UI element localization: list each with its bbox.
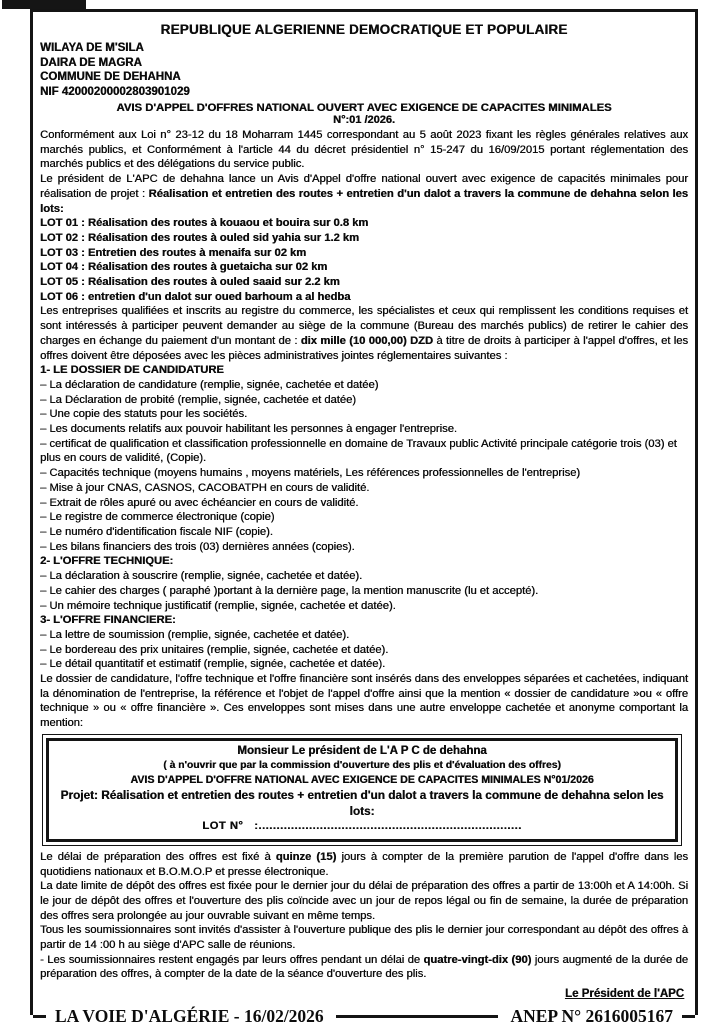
requirement-item: – La lettre de soumission (remplie, signée, cachetée et datée).	[40, 628, 350, 641]
requirement-item: – La Déclaration de probité (remplie, signée, cachetée et datée)	[40, 393, 356, 406]
legal-paragraph: Conformément aux Loi n° 23-12 du 18 Moharram 1445 correspondant au 5 août 2023 fixant les règles générales relatives aux marchés publics, et Conformément à l'article 44 du décret présidentiel n° 15-247 du 16/09/2015 portant réglementation des marchés publics et des délégations du service public.	[40, 129, 688, 171]
engagement-paragraph	[40, 953, 688, 982]
requirement-item: – Mise à jour CNAS, CASNOS, CACOBATPH en cours de validité.	[40, 481, 370, 494]
anep-number: ANEP N° 2616005167	[510, 1006, 673, 1027]
participation-lead: Les entreprises qualifiées et inscrits au registre du commerce, les spécialistes et ceux qui remplissent les conditions requises et sont intéressés à participer peuvent demander au siège de la commune (Bureau des marchés publics) de retirer le cahier des charges en échange du paiement d'un montant de :	[40, 305, 688, 347]
requirement-item: – La déclaration à souscrire (remplie, signée, cachetée et datée).	[40, 570, 363, 583]
requirement-item: – Le cahier des charges ( paraphé )portant à la dernière page, la mention manuscrite (lu et accepté).	[40, 584, 539, 597]
requirement-item: – Capacités technique (moyens humains , moyens matériels, Les références professionnelles de l'entreprise)	[40, 467, 581, 480]
deadline-days: quinze (15)	[275, 850, 337, 863]
offre-technique-heading: 2- L'OFFRE TECHNIQUE:	[40, 555, 174, 568]
deposit-paragraph: La date limite de dépôt des offres est fixée pour le dernier jour du délai de préparation des offres a partir de 13:00h et A 14:00h. Si le jour de dépôt des offres et l'ouverture des plis coïncide avec un jour de repos légal ou fin de semaine, la durée de préparation des offres sera prolongée au jour ouvrable suivant en même temps.	[40, 880, 688, 922]
opening-paragraph: Tous les soumissionnaires sont invités d'assister à l'ouverture publique des plis le dernier jour correspondant au dépôt des offres à partir de 14 :00 h au siège d'APC salle de réunions.	[40, 924, 688, 952]
mention-box-inner	[46, 738, 678, 842]
lot-item: LOT 02 : Réalisation des routes à ouled sid yahia sur 1.2 km	[40, 231, 359, 244]
president-signature: Le Président de l'APC	[564, 988, 684, 1001]
footer-right-corner	[682, 1015, 695, 1019]
lot-item: LOT 06 : entretien d'un dalot sur oued barhoum a al hedba	[40, 290, 351, 303]
intro-lead: Le président de L'APC de dehahna lance un Avis d'Appel d'offre national ouvert avec exigence de capacités minimales pour réalisation de projet :	[40, 173, 688, 200]
lot-item: LOT 05 : Réalisation des routes à ouled saaid sur 2.2 km	[40, 276, 340, 289]
lot-item: LOT 01 : Réalisation des routes à kouaou et bouira sur 0.8 km	[40, 217, 369, 230]
requirement-item: – certificat de qualification et classification professionnelle en domaine de Travaux public Activité principale catégorie trois (03) et plus en cours de validité, (Copie).	[40, 437, 677, 465]
republic-header: REPUBLIQUE ALGERIENNE DEMOCRATIQUE ET POPULAIRE	[160, 22, 568, 37]
deadline-lead: Le délai de préparation des offres est fixé à	[40, 850, 276, 863]
requirement-item: – Extrait de rôles apuré ou avec échéancier en cours de validité.	[40, 496, 359, 509]
requirement-item: – Le détail quantitatif et estimatif (remplie, signée, cachetée et datée).	[40, 658, 386, 671]
document-content	[40, 16, 688, 1000]
engagement-days: quatre-vingt-dix (90)	[423, 953, 532, 966]
redaction-mark	[2, 0, 86, 9]
requirement-item: – Les bilans financiers des trois (03) dernières années (copies).	[40, 540, 355, 553]
mention-box	[42, 734, 682, 846]
fee-amount: dix mille (10 000,00) DZD	[300, 334, 433, 347]
footer-divider-line	[336, 1015, 499, 1019]
requirement-item: – Le bordereau des prix unitaires (remplie, signée, cachetée et datée).	[40, 643, 389, 656]
requirement-item: – Le numéro d'identification fiscale NIF (copie).	[40, 525, 273, 538]
requirement-item: – Une copie des statuts pour les sociétés.	[40, 408, 248, 421]
envelope-paragraph: Le dossier de candidature, l'offre technique et l'offre financière sont insérés dans des enveloppes séparées et cachetées, indiquant la dénomination de l'entreprise, la référence et l'objet de l'appel d'offre ainsi que la mention « dossier de candidature »ou « offre technique » ou « offre financière ». Ces enveloppes sont mises dans une autre enveloppe cachetée et anonyme comportant la mention:	[40, 673, 688, 730]
wilaya-line: WILAYA DE M'SILA	[40, 42, 144, 54]
footer	[40, 1000, 688, 1036]
lot-item: LOT 04 : Réalisation des routes à guetaicha sur 02 km	[40, 261, 328, 274]
intro-paragraph	[40, 172, 688, 216]
notice-title: AVIS D'APPEL D'OFFRES NATIONAL OUVERT AVEC EXIGENCE DE CAPACITES MINIMALES	[116, 102, 612, 114]
requirement-item: – La déclaration de candidature (remplie, signée, cachetée et datée)	[40, 378, 379, 391]
document-frame	[30, 9, 698, 1027]
nif-line: NIF 42000200002803901029	[40, 85, 190, 98]
lot-number-label: LOT N°	[202, 819, 244, 832]
requirement-item: – Les documents relatifs aux pouvoir habilitant les personnes à engager l'entreprise.	[40, 423, 457, 436]
addressee-line: Monsieur Le président de L'A P C de dehahna	[237, 744, 487, 757]
participation-paragraph	[40, 304, 688, 363]
engagement-rest: jours augmenté de la durée de préparation des offres, à compter de la date de la séance d'ouverture des plis.	[40, 953, 688, 981]
engagement-lead: - Les soumissionnaires restent engagés par leurs offres pendant un délai de	[40, 953, 424, 966]
deadline-rest: jours à compter de la première parution de l'appel d'offre dans les quotidiens nationaux et B.O.M.O.P et presse électronique.	[40, 850, 688, 878]
journal-name: LA VOIE D'ALGÉRIE - 16/02/2026	[55, 1006, 324, 1027]
offre-financiere-heading: 3- L'OFFRE FINANCIERE:	[40, 614, 176, 627]
participation-rest: à titre de droits à participer à l'appel d'offres, et les offres doivent être déposées avec les pièces administratives jointes réglementaires suivantes :	[40, 334, 688, 362]
warning-line: ( à n'ouvrir que par la commission d'ouverture des plis et d'évaluation des offres)	[163, 759, 561, 771]
requirement-item: – Un mémoire technique justificatif (remplie, signée, cachetée et datée).	[40, 599, 396, 612]
lot-item: LOT 03 : Entretien des routes à menaifa sur 02 km	[40, 246, 307, 259]
box-notice-title: AVIS D'APPEL D'OFFRE NATIONAL AVEC EXIGENCE DE CAPACITES MINIMALES N°01/2026	[130, 773, 594, 786]
intro-project: Réalisation et entretien des routes + entretien d'un dalot a travers la commune de dehahna selon les lots:	[40, 187, 688, 215]
deadline-paragraph	[40, 850, 688, 879]
dossier-candidature-heading: 1- LE DOSSIER DE CANDIDATURE	[40, 364, 224, 377]
footer-left-corner	[33, 1015, 46, 1019]
requirement-item: – Le registre de commerce électronique (copie)	[40, 511, 275, 524]
notice-number: N°:01 /2026.	[333, 114, 395, 126]
daira-line: DAIRA DE MAGRA	[40, 56, 142, 69]
commune-line: COMMUNE DE DEHAHNA	[40, 71, 181, 83]
lot-number-line	[57, 819, 667, 834]
box-project-line: Projet: Réalisation et entretien des routes + entretien d'un dalot a travers la commune de dehahna selon les lots:	[60, 787, 664, 818]
lot-number-dots: :.........................................................................	[254, 819, 522, 832]
